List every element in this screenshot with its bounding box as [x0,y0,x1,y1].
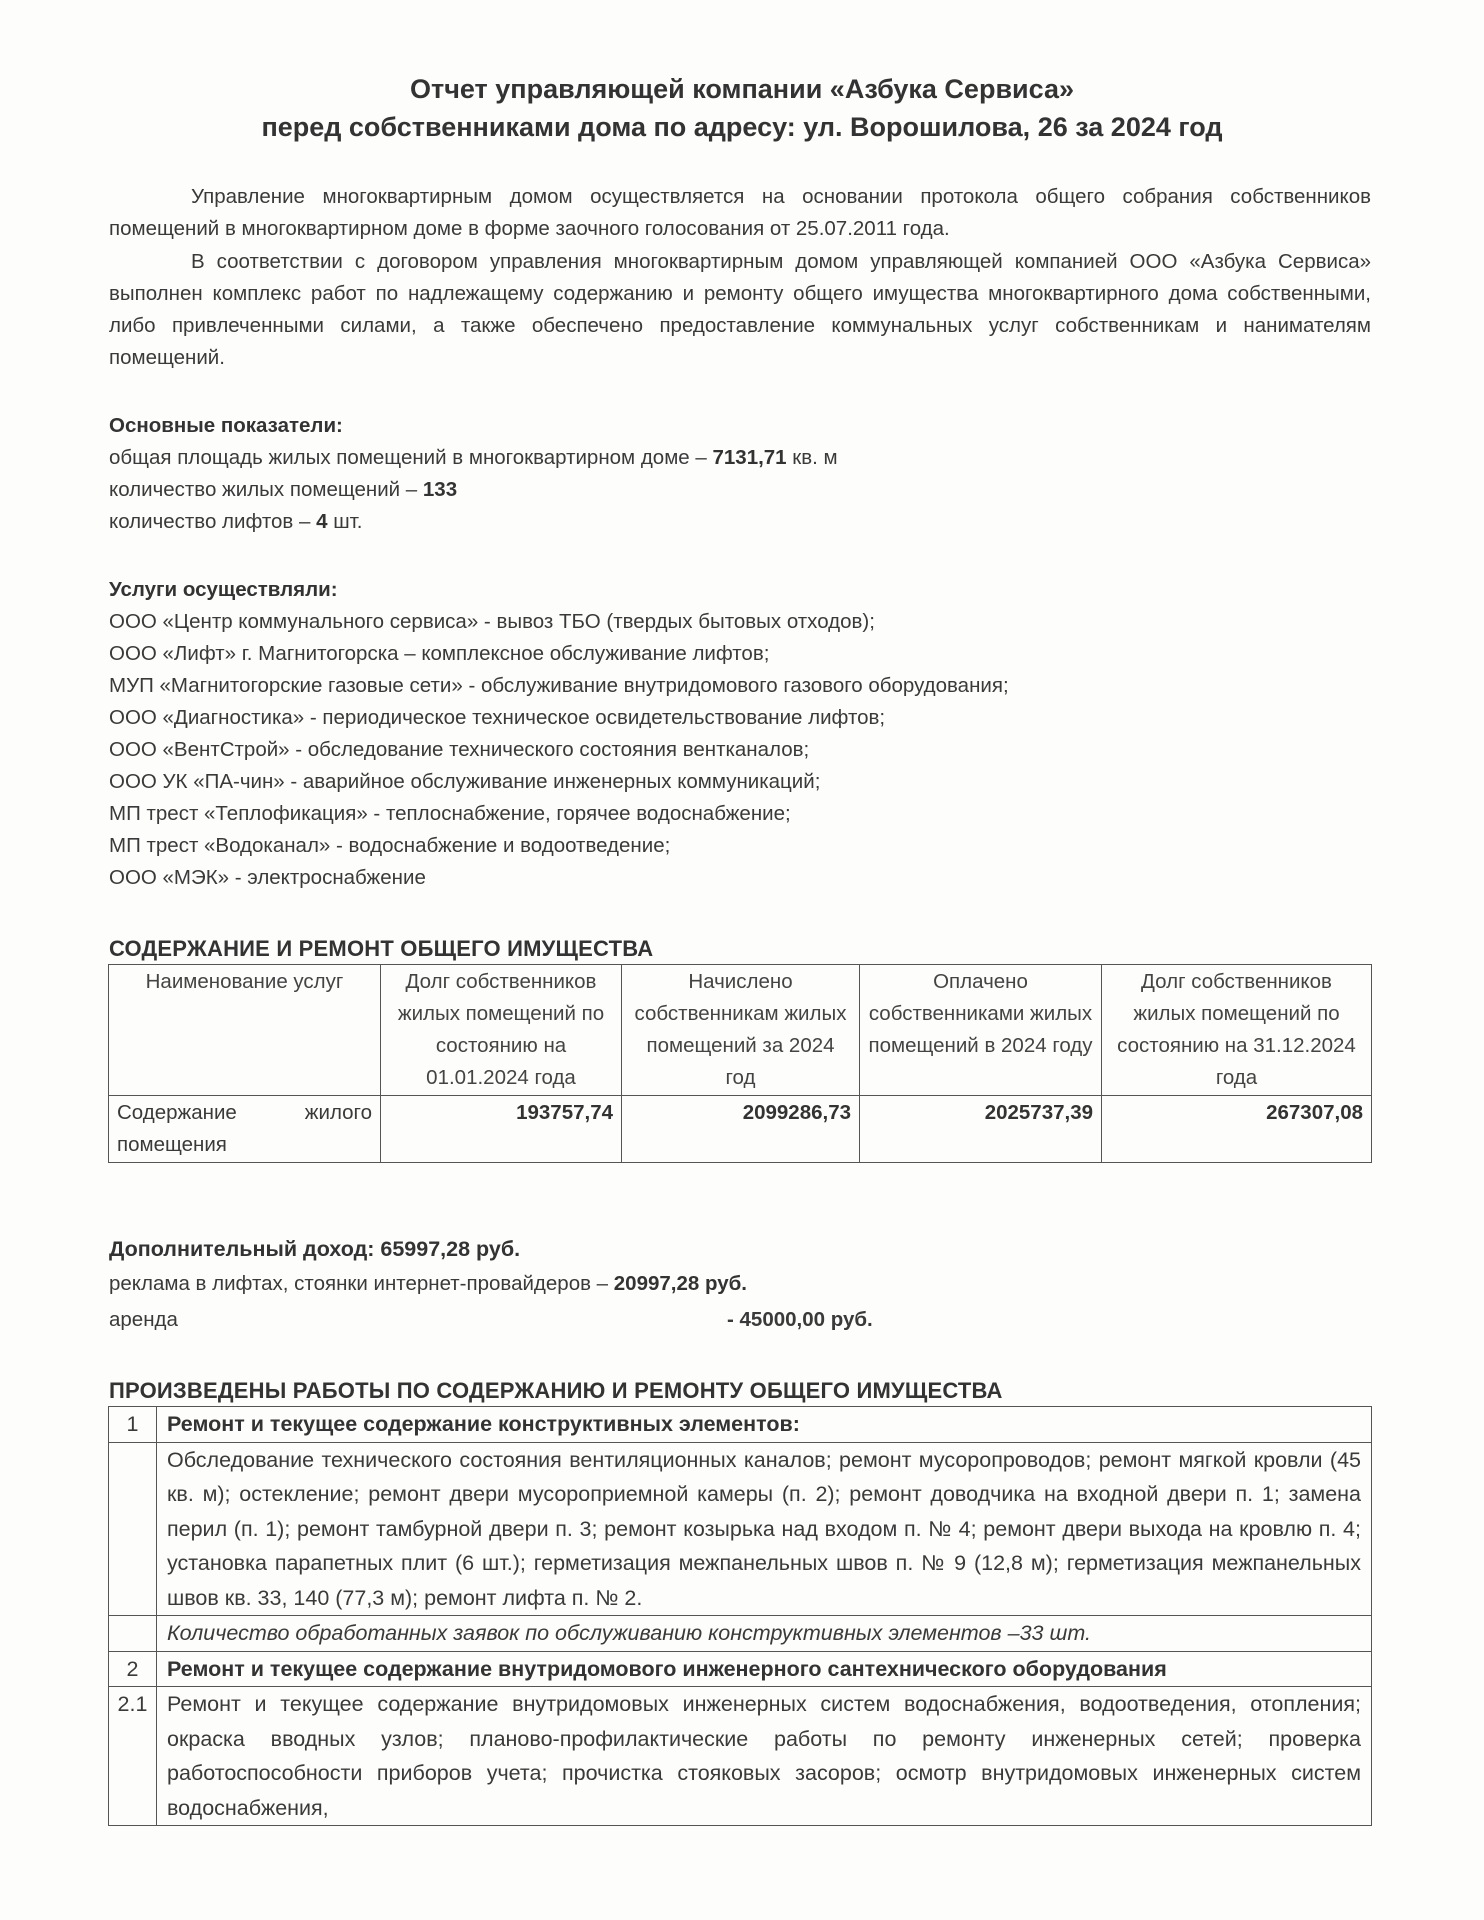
services-heading: Услуги осуществляли: [109,578,338,601]
maintenance-table [108,964,1372,1163]
service-item: МУП «Магнитогорские газовые сети» - обслуживание внутридомового газового оборудования; [109,674,1009,697]
debt-start-cell: 193757,74 [381,1096,622,1163]
table-row [109,1651,1372,1687]
service-item: МП трест «Теплофикация» - теплоснабжение, горячее водоснабжение; [109,802,791,825]
section-text: Ремонт и текущее содержание внутридомовых инженерных систем водоснабжения, водоотведения, отопления; окраска вводных узлов; планово-профилактические работы по ремонту инженерных сетей; проверка работоспособности приборов учета; прочистка стояковых засоров; осмотр внутридомовых инженерных систем водоснабжения, [157,1687,1372,1826]
service-item: ООО «Лифт» г. Магнитогорска – комплексное обслуживание лифтов; [109,642,770,665]
service-item: ООО «Диагностика» - периодическое техническое освидетельствование лифтов; [109,706,886,729]
requests-count: Количество обработанных заявок по обслуживанию конструктивных элементов –33 шт. [157,1616,1372,1652]
row-number: 2.1 [109,1687,157,1826]
charged-cell: 2099286,73 [622,1096,860,1163]
column-header: Долг собственников жилых помещений по состоянию на 01.01.2024 года [381,965,622,1096]
column-header: Оплачено собственниками жилых помещений в 2024 году [860,965,1102,1096]
service-item: ООО «МЭК» - электроснабжение [109,866,426,889]
income-ads: реклама в лифтах, стоянки интернет-провайдеров – 20997,28 руб. [109,1272,747,1295]
table-row [109,1407,1372,1443]
column-header: Наименование услуг [109,965,381,1096]
debt-end-cell: 267307,08 [1102,1096,1372,1163]
income-rent-value: - 45000,00 руб. [727,1308,873,1331]
intro-paragraph-2: В соответствии с договором управления многоквартирным домом управляющей компанией ООО «Азбука Сервиса» выполнен комплекс работ по надлежащему содержанию и ремонту общего имущества многоквартирного дома собственными, либо привлеченными силами, а также обеспечено предоставление коммунальных услуг собственникам и нанимателям помещений. [109,250,1371,369]
works-heading: ПРОИЗВЕДЕНЫ РАБОТЫ ПО СОДЕРЖАНИЮ И РЕМОНТУ ОБЩЕГО ИМУЩЕСТВА [109,1378,1003,1403]
income-rent-label: аренда [109,1308,178,1331]
title-line-2: перед собственниками дома по адресу: ул. Ворошилова, 26 за 2024 год [261,112,1223,142]
income-heading: Дополнительный доход: 65997,28 руб. [109,1237,521,1261]
service-item: ООО «Центр коммунального сервиса» - вывоз ТБО (твердых бытовых отходов); [109,610,875,633]
table-row [109,1687,1372,1826]
indicator-apartments: количество жилых помещений – 133 [109,478,458,501]
service-name-cell: Содержание жилого помещения [109,1096,381,1163]
title-line-1: Отчет управляющей компании «Азбука Сервиса» [409,74,1075,104]
service-item: МП трест «Водоканал» - водоснабжение и водоотведение; [109,834,671,857]
maintenance-heading: СОДЕРЖАНИЕ И РЕМОНТ ОБЩЕГО ИМУЩЕСТВА [109,936,654,961]
service-item: ООО «ВентСтрой» - обследование технического состояния вентканалов; [109,738,810,761]
table-row [109,1442,1372,1616]
column-header: Долг собственников жилых помещений по состоянию на 31.12.2024 года [1102,965,1372,1096]
row-number: 2 [109,1651,157,1687]
paid-cell: 2025737,39 [860,1096,1102,1163]
column-header: Начислено собственникам жилых помещений за 2024 год [622,965,860,1096]
works-table [108,1406,1372,1826]
section-text: Обследование технического состояния вентиляционных каналов; ремонт мусоропроводов; ремонт мягкой кровли (45 кв. м); остекление; ремонт двери мусороприемной камеры (п. 2); ремонт доводчика на входной двери п. 1; замена перил (п. 1); ремонт тамбурной двери п. 3; ремонт козырька над входом п. № 4; ремонт двери выхода на кровлю п. 4; установка парапетных плит (6 шт.); герметизация межпанельных швов п. № 9 (12,8 м); герметизация межпанельных швов кв. 33, 140 (77,3 м); ремонт лифта п. № 2. [157,1442,1372,1616]
indicator-elevators: количество лифтов – 4 шт. [109,510,363,533]
indicator-area: общая площадь жилых помещений в многоквартирном доме – 7131,71 кв. м [109,446,838,469]
section-title: Ремонт и текущее содержание внутридомового инженерного сантехнического оборудования [157,1651,1372,1687]
intro-paragraph-1: Управление многоквартирным домом осуществляется на основании протокола общего собрания собственников помещений в многоквартирном доме в форме заочного голосования от 25.07.2011 года. [109,185,1371,240]
indicators-heading: Основные показатели: [109,414,343,437]
section-title: Ремонт и текущее содержание конструктивных элементов: [157,1407,1372,1443]
table-row [109,1096,1372,1163]
service-item: ООО УК «ПА-чин» - аварийное обслуживание инженерных коммуникаций; [109,770,821,793]
table-header-row [109,965,1372,1096]
table-row [109,1616,1372,1652]
document-title [0,70,1484,146]
row-number: 1 [109,1407,157,1443]
